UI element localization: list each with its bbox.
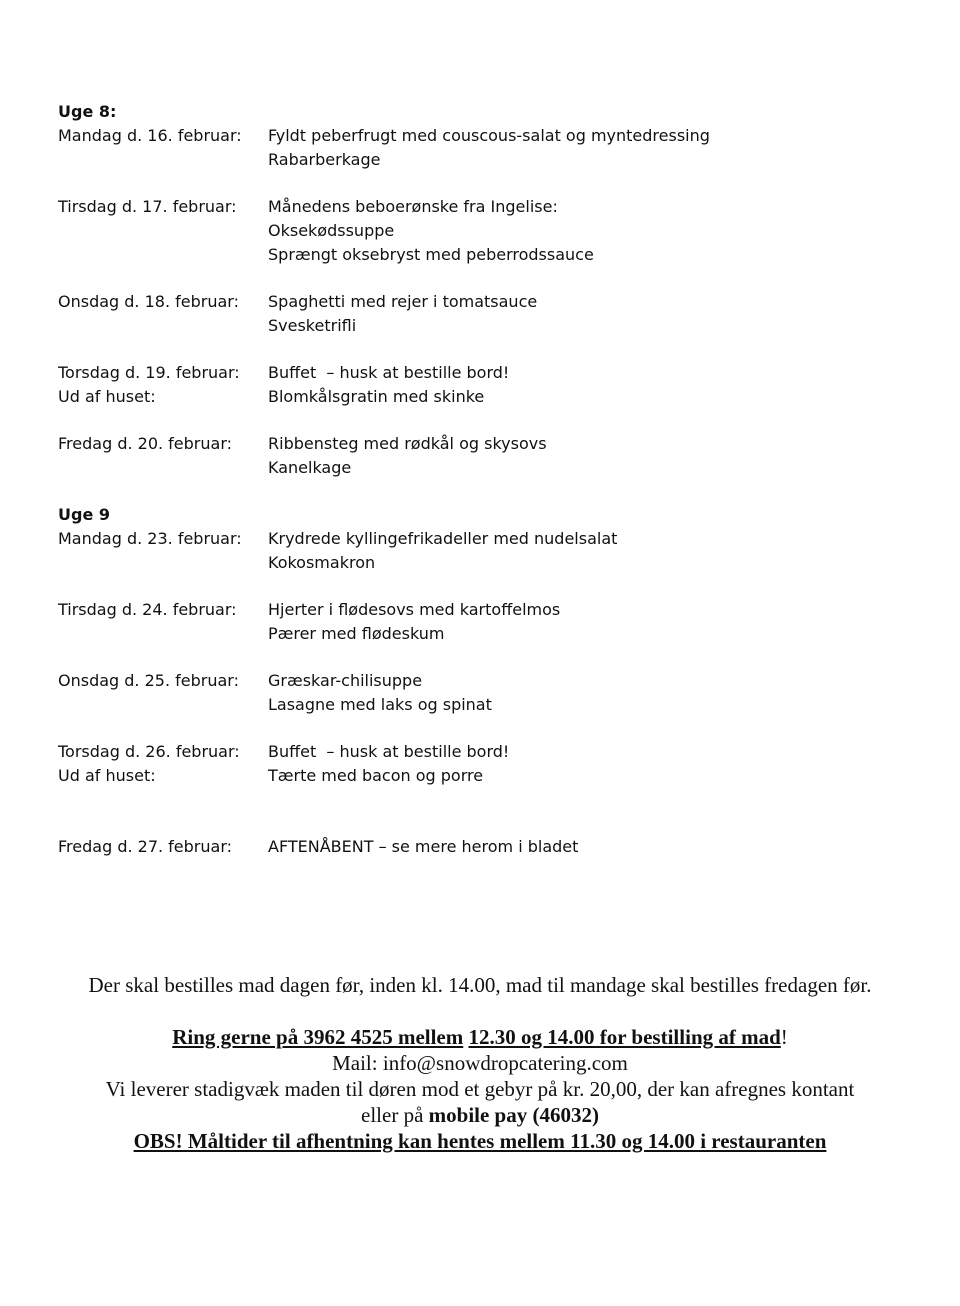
mail-line: Mail: info@snowdropcatering.com [332,1051,628,1075]
weekly-menu [58,100,918,859]
day-row [58,124,918,172]
dish: Sprængt oksebryst med peberrodssauce [268,245,594,264]
dish: AFTENÅBENT – se mere herom i bladet [268,837,579,856]
week-heading: Uge 9 [58,505,110,524]
dish: Krydrede kyllingefrikadeller med nudelsalat [268,529,618,548]
order-deadline-notice: Der skal bestilles mad dagen før, inden kl. 14.00, mad til mandage skal bestilles fredagen før. [88,973,872,997]
week-heading: Uge 8: [58,102,117,121]
dish: Buffet – husk at bestille bord! [268,742,510,761]
day-label: Tirsdag d. 17. februar: [58,197,237,216]
dish: Kanelkage [268,458,352,477]
day-row [58,669,918,717]
dish: Oksekødssuppe [268,221,395,240]
phone-exclamation: ! [780,1025,788,1049]
dish: Buffet – husk at bestille bord! [268,363,510,382]
day-row [58,527,918,575]
pickup-notice: OBS! Måltider til afhentning kan hentes mellem 11.30 og 14.00 i restauranten [133,1129,827,1153]
dish: Spaghetti med rejer i tomatsauce [268,292,538,311]
day-label: Tirsdag d. 24. februar: [58,600,237,619]
phone-text: Ring gerne på 3962 4525 mellem [172,1025,464,1049]
day-sublabel: Ud af huset: [58,387,156,406]
day-label: Torsdag d. 19. februar: [58,363,240,382]
dish: Blomkålsgratin med skinke [268,387,485,406]
day-row [58,290,918,338]
day-row [58,598,918,646]
day-sublabel: Ud af huset: [58,766,156,785]
dish: Månedens beboerønske fra Ingelise: [268,197,558,216]
day-row [58,361,918,409]
dish: Lasagne med laks og spinat [268,695,492,714]
dish: Kokosmakron [268,553,376,572]
dish: Svesketrifli [268,316,357,335]
day-label: Torsdag d. 26. februar: [58,742,240,761]
day-label: Onsdag d. 25. februar: [58,671,239,690]
dish: Fyldt peberfrugt med couscous-salat og myntedressing [268,126,710,145]
dish: Ribbensteg med rødkål og skysovs [268,434,547,453]
delivery-line: Vi leverer stadigvæk maden til døren mod et gebyr på kr. 20,00, der kan afregnes kontant [105,1077,855,1101]
dish: Pærer med flødeskum [268,624,445,643]
phone-hours: 12.30 og 14.00 for bestilling af mad [468,1025,781,1049]
day-row [58,835,918,859]
delivery-payment-line [0,1102,960,1128]
day-label: Onsdag d. 18. februar: [58,292,239,311]
dish: Hjerter i flødesovs med kartoffelmos [268,600,561,619]
day-label: Mandag d. 23. februar: [58,529,242,548]
day-label: Fredag d. 20. februar: [58,434,233,453]
mobile-pay: mobile pay (46032) [428,1103,599,1127]
dish: Græskar-chilisuppe [268,671,423,690]
dish: Tærte med bacon og porre [268,766,484,785]
day-row [58,740,918,788]
dish: Rabarberkage [268,150,381,169]
day-label: Fredag d. 27. februar: [58,837,233,856]
day-row [58,195,918,267]
day-row [58,432,918,480]
day-label: Mandag d. 16. februar: [58,126,242,145]
phone-line [0,1024,960,1050]
delivery-payment-prefix: eller på [361,1103,429,1127]
ordering-info [0,972,960,1154]
